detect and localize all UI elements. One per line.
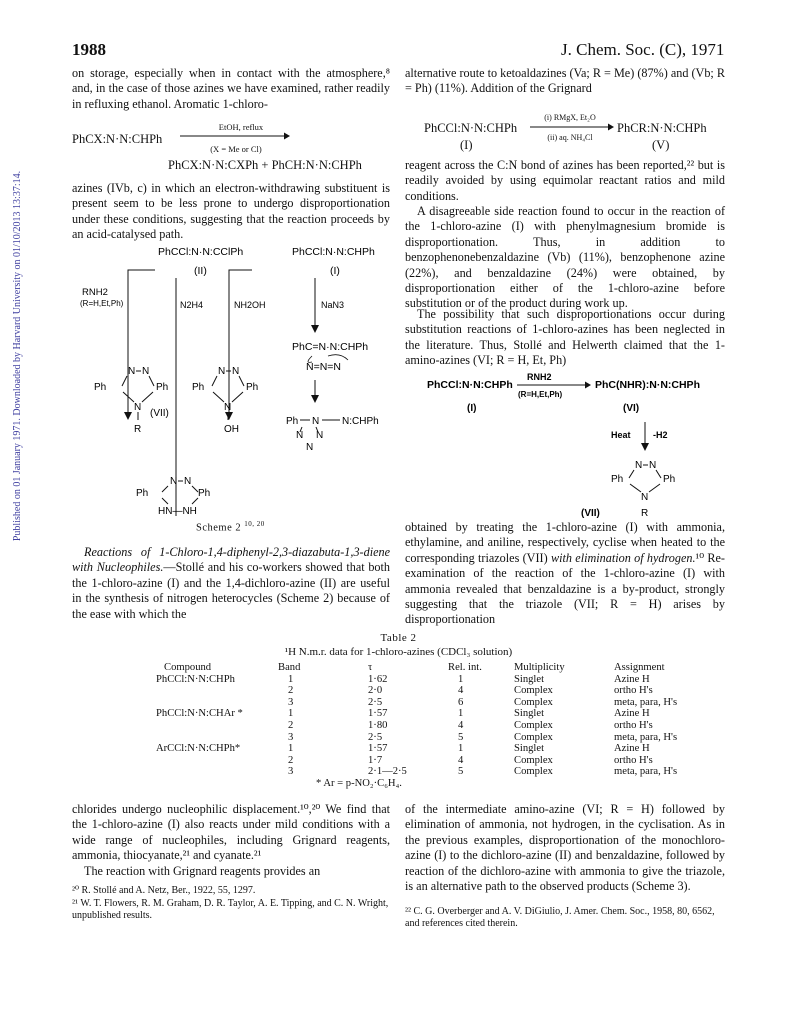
table-cell: 1 <box>458 673 464 685</box>
table-cell: ortho H's <box>614 685 653 697</box>
label-i: (I) <box>330 265 340 277</box>
table-row <box>156 766 677 778</box>
table-cell: PhCCl:N·N:CHAr * <box>156 708 243 720</box>
paragraph: of the intermediate amino-azine (VI; R = H) followed by elimination of ammonia, not hydrogen, in the cyclisation. As in the previous examples, disproportionation of the monochloro-azine (I) to the dichloro-azine (II) and benzaldazine, followed by reaction of the dichloro-azine with ammonia to give the triazole, is an alternative path to the observed products (Scheme 3). <box>405 802 725 894</box>
svg-text:N: N <box>224 402 232 413</box>
amination-reactant: PhCCl:N·N:CHPh <box>427 379 513 391</box>
svg-text:R: R <box>134 424 142 435</box>
column-header: τ <box>368 662 373 673</box>
svg-text:Ph: Ph <box>611 474 624 485</box>
table-cell <box>156 720 278 732</box>
table-cell: Singlet <box>514 708 545 720</box>
table-cell: Azine H <box>614 743 650 755</box>
paragraph: chlorides undergo nucleophilic displacement.¹⁰,²⁰ We find that the 1-chloro-azine (I) also reacts under mild conditions with a wide range of nucleophiles, including Grignard reagents, ammonia, thiocyanate,²¹ and cyanate.²¹ <box>72 802 390 863</box>
table-row <box>156 743 677 755</box>
table-cell: ArCCl:N·N:CHPh* <box>156 743 241 755</box>
reagent-nh2oh: NH2OH <box>234 300 266 310</box>
table-cell <box>156 685 278 697</box>
svg-text:N: N <box>128 366 136 377</box>
paragraph: reagent across the C:N bond of azines has been reported,²² but is readily avoided by using equimolar reactant ratios and mild conditions. <box>405 158 725 203</box>
svg-text:N: N <box>306 442 314 453</box>
svg-text:Ph: Ph <box>192 382 205 393</box>
amination-reagent-r: (R=H,Et,Ph) <box>518 390 563 399</box>
table-cell: Complex <box>514 719 553 731</box>
table-cell <box>156 697 278 709</box>
section-heading: Reactions of 1-Chloro-1,4-diphenyl-2,3-diazabuta-1,3-diene with Nucleophiles. <box>72 545 390 575</box>
table-cell: Singlet <box>514 673 545 685</box>
table-cell: 1 <box>288 743 294 755</box>
label-vi: (VI) <box>623 403 640 414</box>
svg-text:N: N <box>170 476 178 487</box>
amination-reagent: RNH2 <box>527 372 552 382</box>
paragraph: alternative route to ketoaldazines (Va; R = Me) (87%) and (Vb; R = Ph) (11%). Addition of the Grignard <box>405 66 725 96</box>
svg-text:Ph: Ph <box>136 488 149 499</box>
table-cell: 4 <box>458 719 464 731</box>
scheme-2 <box>72 240 394 516</box>
minus-h2-label: -H2 <box>653 430 668 440</box>
table-cell: Complex <box>514 766 553 778</box>
table-cell: meta, para, H's <box>614 696 678 708</box>
scheme-caption-text: Scheme 2 <box>196 522 242 534</box>
reagent-nan3: NaN3 <box>321 300 345 310</box>
azide-intermediate: PhC=N·N:CHPh <box>292 341 369 353</box>
svg-text:N: N <box>316 430 324 441</box>
svg-text:OH: OH <box>224 424 239 435</box>
table-cell: ortho H's <box>614 719 653 731</box>
column-header: Band <box>278 662 301 673</box>
table-cell: 1 <box>288 673 294 685</box>
grignard-reactant: PhCCl:N·N:CHPh <box>424 121 518 135</box>
table-title: Table 2 <box>380 632 417 644</box>
svg-text:HN—NH: HN—NH <box>158 506 197 516</box>
emphasis: with elimination of hydrogen. <box>550 550 696 565</box>
triazole-vii <box>94 366 168 435</box>
table-cell: 1·7 <box>368 754 383 766</box>
table-cell: 1 <box>288 708 294 720</box>
azide-group: N=N=N <box>306 361 342 373</box>
label-i: (I) <box>467 403 477 414</box>
download-watermark: Published on 01 January 1971. Downloaded by Harvard University on 01/10/2013 13:37:14. <box>12 170 23 542</box>
table-cell: 5 <box>458 766 464 778</box>
paragraph-part: obtained by treating the 1-chloro-azine (I) with ammonia, ethylamine, and aniline, respectively, cyclise when heated to the corresponding triazoles (VII) <box>405 520 725 565</box>
equation-products: PhCX:N·N:CXPh + PhCH:N·N:CHPh <box>168 158 362 172</box>
paragraph <box>72 545 390 622</box>
table-row <box>156 685 677 697</box>
table-row <box>156 697 677 709</box>
scheme-3 <box>405 370 725 518</box>
table-cell: 2 <box>288 754 294 766</box>
svg-text:Ph: Ph <box>663 474 676 485</box>
table-cell: 2·5 <box>368 731 383 743</box>
column-header: Compound <box>164 662 212 673</box>
svg-text:Ph: Ph <box>94 382 107 393</box>
table-cell: 2 <box>288 685 294 697</box>
svg-text:N: N <box>142 366 150 377</box>
grignard-product: PhCR:N·N:CHPh <box>617 121 707 135</box>
table-cell: 4 <box>458 754 464 766</box>
table-cell: 4 <box>458 685 464 697</box>
table-cell: 3 <box>288 766 294 778</box>
label-vii: (VII) <box>581 508 600 518</box>
footnote-20: ²⁰ R. Stollé and A. Netz, Ber., 1922, 55, 1297. <box>72 885 256 896</box>
label-v: (V) <box>652 138 670 152</box>
paragraph: on storage, especially when in contact with the atmosphere,⁸ and, in the case of those azines we have examined, rather readily in refluxing ethanol. Aromatic 1-chloro- <box>72 66 390 111</box>
scheme-caption-refs: 10, 20 <box>244 520 265 528</box>
table-cell: 2·5 <box>368 696 383 708</box>
svg-text:N: N <box>218 366 226 377</box>
svg-text:N: N <box>232 366 240 377</box>
reaction-arrow <box>530 122 614 132</box>
table-header-row <box>156 662 677 674</box>
paragraph: The possibility that such disproportionations occur during substitution reactions of 1-chloro-azines has been neglected in the literature. Thus, Stollé and Helwerth claimed that the 1-amino-azines (VI; R = H, Et, Ph) <box>405 307 725 368</box>
table-cell: 5 <box>458 731 464 743</box>
table-subtitle: ¹H N.m.r. data for 1-chloro-azines (CDCl₃ solution) <box>284 646 513 658</box>
table-row <box>156 755 677 767</box>
paragraph <box>405 520 725 628</box>
svg-text:N: N <box>134 402 142 413</box>
svg-text:Ph: Ph <box>156 382 169 393</box>
svg-text:N: N <box>641 492 649 503</box>
svg-text:N: N <box>649 460 657 471</box>
table-row <box>156 732 677 744</box>
heat-label: Heat <box>611 430 631 440</box>
svg-text:N: N <box>635 460 643 471</box>
paragraph: The reaction with Grignard reagents provides an <box>84 864 321 878</box>
table-cell: Complex <box>514 754 553 766</box>
table-row <box>156 674 677 686</box>
table-footnote: * Ar = p-NO₂·C₆H₄. <box>316 778 402 789</box>
footnote-22: ²² C. G. Overberger and A. V. DiGiulio, J. Amer. Chem. Soc., 1958, 80, 6562, and references cited therein. <box>405 906 715 929</box>
column-header: Assignment <box>614 662 665 673</box>
svg-text:Ph: Ph <box>246 382 259 393</box>
paragraph: A disagreeable side reaction found to occur in the reaction of the 1-chloro-azine (I) with phenylmagnesium bromide is disproportionation. Thus, in addition to benzophenonebenzaldazine (Vb) (11%), benzophenone azine (22%), and benzaldazine (24%) were obtained, by disproportionation either of the 1-chloro-azine before substitution or of the product during work up. <box>405 204 725 311</box>
column-header: Rel. int. <box>448 662 482 673</box>
equation-conditions: EtOH, reflux <box>218 122 264 132</box>
label-vii: (VII) <box>150 408 169 419</box>
nmr-table <box>156 662 677 778</box>
svg-text:Ph: Ph <box>198 488 211 499</box>
table-cell: Azine H <box>614 673 650 685</box>
table-cell: 1·62 <box>368 673 388 685</box>
journal-header: J. Chem. Soc. (C), 1971 <box>561 40 725 59</box>
reaction-arrow <box>180 131 290 141</box>
table-cell: meta, para, H's <box>614 766 678 778</box>
table-cell: 1·57 <box>368 743 388 755</box>
table-cell: 3 <box>288 696 294 708</box>
dichloro-azine: PhCCl:N·N:CClPh <box>158 246 244 258</box>
scheme-caption <box>196 520 265 534</box>
table-cell: Complex <box>514 685 553 697</box>
equation-note: (X = Me or Cl) <box>210 144 262 154</box>
table-cell: 3 <box>288 731 294 743</box>
svg-text:N: N <box>296 430 304 441</box>
reagent-r: (R=H,Et,Ph) <box>80 299 124 308</box>
table-cell: Complex <box>514 731 553 743</box>
table-cell: 2·1—2·5 <box>368 766 407 778</box>
table-cell: 1·80 <box>368 719 388 731</box>
triazole-hydroxy <box>192 366 258 435</box>
svg-text:R: R <box>641 508 649 518</box>
table-cell <box>156 766 278 778</box>
table-cell: 1 <box>458 708 464 720</box>
grignard-workup: (ii) aq. NH₄Cl <box>547 133 593 142</box>
footnote-21: ²¹ W. T. Flowers, R. M. Graham, D. R. Taylor, A. E. Tipping, and C. N. Wright, unpublished results. <box>72 898 389 921</box>
equation-reactant: PhCX:N·N:CHPh <box>72 132 163 146</box>
table-cell <box>156 732 278 744</box>
table-row <box>156 720 677 732</box>
page-number: 1988 <box>72 40 106 59</box>
table-cell: 1·57 <box>368 708 388 720</box>
table-row <box>156 708 677 720</box>
table-cell: 2·0 <box>368 685 383 697</box>
svg-text:Ph: Ph <box>286 416 299 427</box>
reagent-n2h4: N2H4 <box>180 300 204 310</box>
table-cell: Singlet <box>514 743 545 755</box>
reagent-rnh2: RNH2 <box>82 287 108 298</box>
triazole-vii <box>611 460 675 518</box>
table-cell: 2 <box>288 719 294 731</box>
svg-text:N:CHPh: N:CHPh <box>342 416 379 427</box>
table-cell: 6 <box>458 696 464 708</box>
paragraph: azines (IVb, c) in which an electron-withdrawing substituent is present seem to be less prone to undergo disproportionation under these conditions, suggesting that the reaction proceeds by an acid-catalysed path. <box>72 181 390 242</box>
table-cell: 1 <box>458 743 464 755</box>
amino-azine: PhC(NHR):N·N:CHPh <box>595 379 700 391</box>
table-cell: PhCCl:N·N:CHPh <box>156 673 235 685</box>
table-cell: Azine H <box>614 708 650 720</box>
paragraph-part: ¹⁰ Re-examination of the reaction of the 1-chloro-azine (I) with ammonia revealed that benzaldazine is a by-product, strongly suggesting that the triazole (VII; R = H) arises by disproportionation <box>405 550 725 627</box>
table-cell: meta, para, H's <box>614 731 678 743</box>
label-i: (I) <box>460 138 473 152</box>
tetrazole <box>286 416 379 453</box>
table-cell <box>156 755 278 767</box>
tetrazine <box>136 476 210 516</box>
label-ii: (II) <box>194 265 207 277</box>
svg-text:N: N <box>184 476 192 487</box>
chloro-azine: PhCCl:N·N:CHPh <box>292 246 375 258</box>
paragraph-body: —Stollé and his co-workers showed that both the 1-chloro-azine (I) and the 1,4-dichloro-azine (II) are useful in the synthesis of nitrogen heterocycles (Scheme 2) because of the ease with which the <box>72 560 390 621</box>
column-header: Multiplicity <box>514 662 565 673</box>
table-cell: ortho H's <box>614 754 653 766</box>
grignard-conditions: (i) RMgX, Et₂O <box>544 113 596 122</box>
svg-text:N: N <box>312 416 320 427</box>
table-cell: Complex <box>514 696 553 708</box>
